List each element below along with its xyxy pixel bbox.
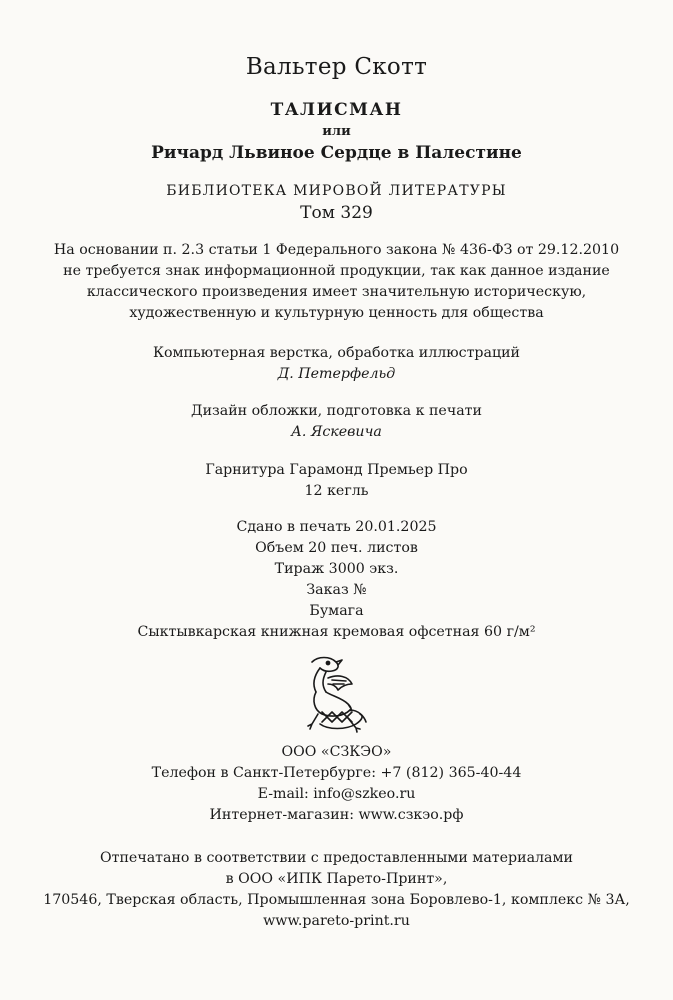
publisher-phone: Телефон в Санкт-Петербурге: +7 (812) 365-40-44 <box>151 765 522 781</box>
typography-info <box>0 460 673 502</box>
dragon-emblem-icon <box>302 654 368 734</box>
publisher-info <box>0 742 673 826</box>
book-subtitle: Ричард Львиное Сердце в Палестине <box>151 143 522 163</box>
book-author: Вальтер Скотт <box>245 54 428 80</box>
series-name: БИБЛИОТЕКА МИРОВОЙ ЛИТЕРАТУРЫ <box>166 183 507 199</box>
book-title: ТАЛИСМАН <box>270 100 403 120</box>
printer-line: 170546, Тверская область, Промышленная зона Боровлево-1, комплекс № 3А, <box>43 892 630 908</box>
print-date: Сдано в печать 20.01.2025 <box>236 519 437 535</box>
font-name: Гарнитура Гарамонд Премьер Про <box>205 462 468 478</box>
notice-line: художественную и культурную ценность для общества <box>129 305 544 321</box>
paper-label: Бумага <box>309 603 364 619</box>
printer-line: Отпечатано в соответствии с предоставленными материалами <box>99 850 574 866</box>
print-run: Тираж 3000 экз. <box>274 561 399 577</box>
design-role: Дизайн обложки, подготовка к печати <box>191 403 482 419</box>
paper-type: Сыктывкарская книжная кремовая офсетная 60 г/м² <box>137 624 536 640</box>
print-info <box>0 517 673 601</box>
order-number: Заказ № <box>306 582 367 598</box>
notice-line: На основании п. 2.3 статьи 1 Федерального закона № 436-ФЗ от 29.12.2010 <box>53 242 620 258</box>
notice-line: классического произведения имеет значительную историческую, <box>86 284 587 300</box>
printer-info <box>0 848 673 932</box>
font-size: 12 кегль <box>304 483 369 499</box>
notice-line: не требуется знак информационной продукции, так как данное издание <box>63 263 610 279</box>
design-credit <box>0 401 673 443</box>
title-connector: или <box>322 124 351 139</box>
age-rating-notice <box>0 240 673 324</box>
printer-line: в ООО «ИПК Парето-Принт», <box>225 871 448 887</box>
publisher-email: E-mail: info@szkeo.ru <box>257 786 416 802</box>
series-volume: Том 329 <box>300 203 373 223</box>
publisher-shop: Интернет-магазин: www.сзкэо.рф <box>209 807 464 823</box>
publisher-name: ООО «СЗКЭО» <box>281 744 392 760</box>
design-name: А. Яскевича <box>291 424 382 440</box>
layout-role: Компьютерная верстка, обработка иллюстраций <box>153 345 520 361</box>
paper-info <box>0 601 673 643</box>
layout-credit <box>0 343 673 385</box>
printer-line: www.pareto-print.ru <box>263 913 410 929</box>
layout-name: Д. Петерфельд <box>277 366 396 382</box>
print-volume: Объем 20 печ. листов <box>255 540 418 556</box>
